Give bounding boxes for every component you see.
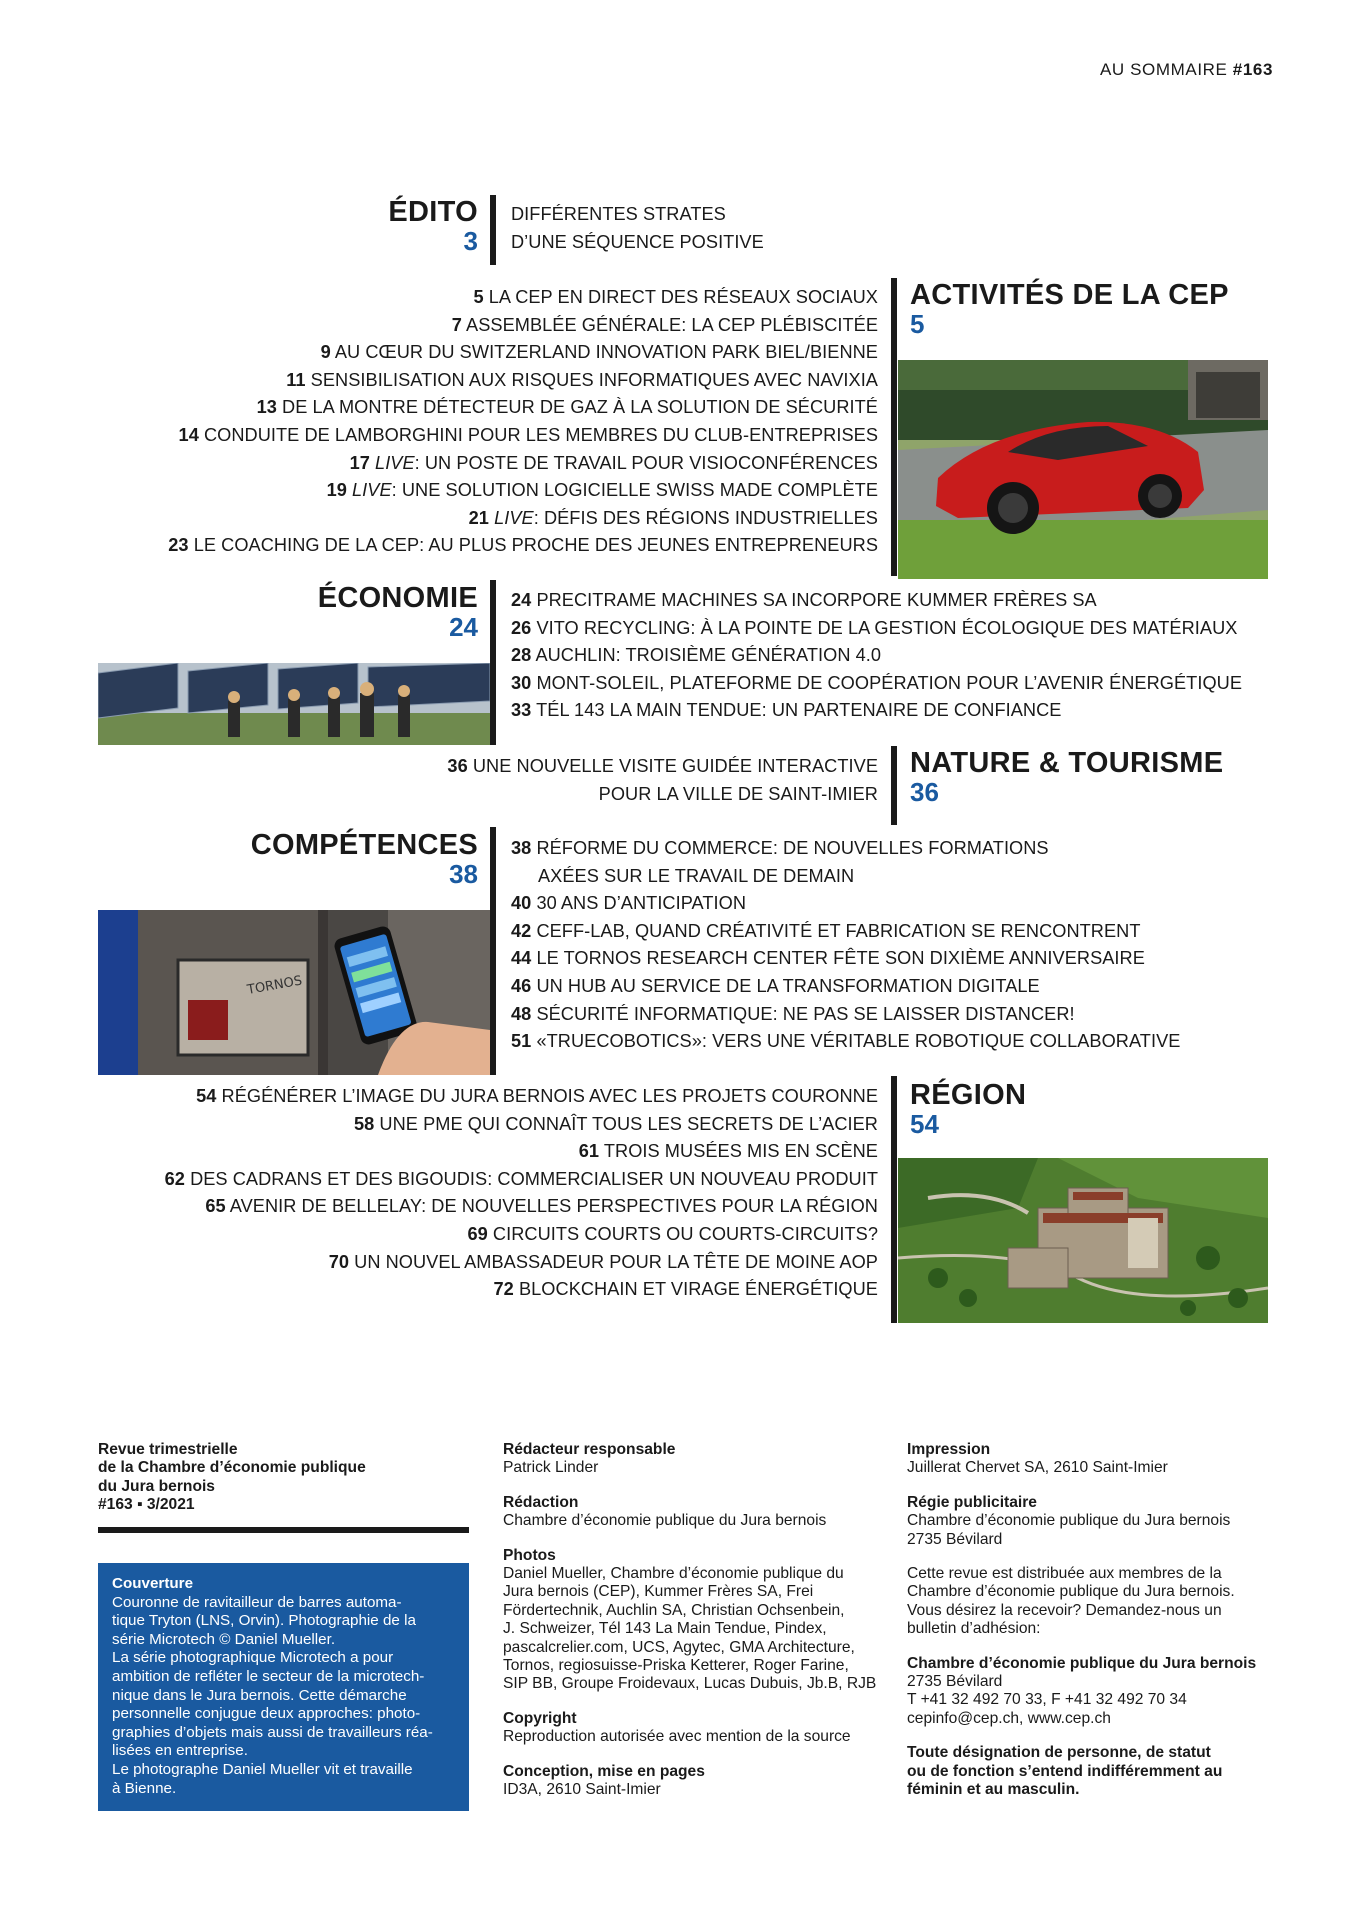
colophon-block bbox=[907, 1744, 1287, 1799]
toc-page: 33 bbox=[511, 700, 532, 721]
toc-page: 17 bbox=[349, 452, 370, 473]
toc-page: 21 bbox=[468, 507, 489, 528]
toc-entry[interactable] bbox=[511, 1001, 1180, 1029]
toc-title: RÉGÉNÉRER L’IMAGE DU JURA BERNOIS AVEC LES PROJETS COURONNE bbox=[216, 1086, 878, 1106]
toc-entry-continued[interactable] bbox=[511, 863, 1180, 891]
toc-title: DE LA MONTRE DÉTECTEUR DE GAZ À LA SOLUTION DE SÉCURITÉ bbox=[276, 397, 878, 418]
colophon-text: Cette revue est distribuée aux membres de la bbox=[907, 1565, 1222, 1583]
toc-page: 36 bbox=[447, 756, 468, 776]
toc-entry[interactable] bbox=[168, 312, 878, 340]
colophon-label: Rédacteur responsable bbox=[503, 1441, 676, 1458]
colophon-block bbox=[503, 1547, 883, 1694]
toc-page: 44 bbox=[511, 948, 532, 969]
colophon-text: Patrick Linder bbox=[503, 1459, 599, 1477]
toc-title: UN NOUVEL AMBASSADEUR POUR LA TÊTE DE MOINE AOP bbox=[349, 1251, 878, 1272]
gender-notice: féminin et au masculin. bbox=[907, 1781, 1080, 1799]
economie-toc bbox=[511, 587, 1242, 725]
edito-lines bbox=[511, 201, 764, 256]
toc-entry[interactable] bbox=[165, 1083, 878, 1111]
colophon-text: pascalcrelier.com, UCS, Agytec, GMA Architecture, bbox=[503, 1638, 855, 1656]
colophon-label: Régie publicitaire bbox=[907, 1493, 1037, 1511]
colophon-block bbox=[503, 1494, 883, 1531]
toc-page: 7 bbox=[451, 314, 462, 335]
toc-entry[interactable] bbox=[511, 615, 1242, 643]
toc-title: UNE NOUVELLE VISITE GUIDÉE INTERACTIVE bbox=[467, 756, 878, 776]
toc-page: 40 bbox=[511, 893, 532, 914]
nature-page-number: 36 bbox=[910, 777, 939, 807]
activites-divider bbox=[891, 278, 897, 576]
colophon-label: Rédaction bbox=[503, 1493, 579, 1511]
edito-heading bbox=[388, 197, 478, 255]
toc-entry[interactable] bbox=[447, 753, 878, 781]
colophon-text: Tornos, regiosuisse-Priska Ketterer, Roger Farine, bbox=[503, 1657, 849, 1675]
toc-entry[interactable] bbox=[165, 1138, 878, 1166]
region-toc bbox=[165, 1083, 878, 1304]
toc-entry[interactable] bbox=[168, 450, 878, 478]
toc-entry[interactable] bbox=[168, 367, 878, 395]
toc-entry[interactable] bbox=[165, 1111, 878, 1139]
edito-title: ÉDITO bbox=[388, 196, 478, 228]
toc-entry[interactable] bbox=[168, 284, 878, 312]
colophon-text: Chambre d’économie publique du Jura bernois. bbox=[907, 1583, 1235, 1601]
colophon-column-3 bbox=[907, 1441, 1287, 1816]
toc-entry[interactable] bbox=[165, 1276, 878, 1304]
toc-entry[interactable] bbox=[511, 945, 1180, 973]
masthead-rule bbox=[98, 1527, 469, 1533]
toc-live-label: LIVE bbox=[494, 507, 534, 528]
region-title: RÉGION bbox=[910, 1079, 1027, 1111]
issue-number: #163 bbox=[1232, 60, 1273, 79]
competences-title: COMPÉTENCES bbox=[250, 829, 478, 861]
toc-title: CIRCUITS COURTS OU COURTS-CIRCUITS? bbox=[487, 1223, 878, 1244]
toc-title: TROIS MUSÉES MIS EN SCÈNE bbox=[599, 1141, 878, 1162]
toc-title: : UN POSTE DE TRAVAIL POUR VISIOCONFÉRENCES bbox=[414, 452, 878, 473]
toc-title: SENSIBILISATION AUX RISQUES INFORMATIQUES AVEC NAVIXIA bbox=[305, 369, 878, 390]
colophon-label: Chambre d’économie publique du Jura bernois bbox=[907, 1654, 1257, 1672]
toc-page: 61 bbox=[578, 1141, 600, 1162]
nature-title: NATURE & TOURISME bbox=[910, 747, 1224, 779]
toc-live-label: LIVE bbox=[375, 452, 415, 473]
edito-line: D’UNE SÉQUENCE POSITIVE bbox=[511, 231, 764, 252]
lamborghini-photo bbox=[898, 360, 1268, 579]
cover-line: tique Tryton (LNS, Orvin). Photographie de la bbox=[112, 1612, 416, 1630]
competences-divider bbox=[490, 827, 496, 1075]
colophon-text: Reproduction autorisée avec mention de la source bbox=[503, 1728, 851, 1746]
region-heading bbox=[910, 1080, 1026, 1138]
toc-entry[interactable] bbox=[511, 1028, 1180, 1056]
colophon-text: bulletin d’adhésion: bbox=[907, 1620, 1041, 1638]
toc-title: AXÉES SUR LE TRAVAIL DE DEMAIN bbox=[538, 865, 855, 886]
toc-page: 70 bbox=[328, 1251, 350, 1272]
toc-entry[interactable] bbox=[165, 1249, 878, 1277]
activites-title: ACTIVITÉS DE LA CEP bbox=[910, 279, 1229, 311]
masthead bbox=[98, 1441, 464, 1515]
toc-entry-continued[interactable]: POUR LA VILLE DE SAINT-IMIER bbox=[598, 783, 878, 804]
cover-line: graphies d’objets mais aussi de travailleurs réa- bbox=[112, 1723, 433, 1741]
toc-title: DES CADRANS ET DES BIGOUDIS: COMMERCIALISER UN NOUVEAU PRODUIT bbox=[184, 1168, 878, 1189]
colophon-text: Vous désirez la recevoir? Demandez-nous un bbox=[907, 1601, 1222, 1619]
cover-line: La série photographique Microtech a pour bbox=[112, 1649, 394, 1667]
toc-page: 65 bbox=[205, 1196, 226, 1217]
edito-line: DIFFÉRENTES STRATES bbox=[511, 204, 726, 224]
toc-title: PRECITRAME MACHINES SA INCORPORE KUMMER FRÈRES SA bbox=[531, 590, 1097, 610]
toc-page: 19 bbox=[326, 480, 347, 501]
toc-entry[interactable] bbox=[168, 505, 878, 533]
colophon-text: J. Schweizer, Tél 143 La Main Tendue, Pindex, bbox=[503, 1620, 827, 1638]
toc-title: LE TORNOS RESEARCH CENTER FÊTE SON DIXIÈME ANNIVERSAIRE bbox=[531, 948, 1145, 969]
toc-title: LE COACHING DE LA CEP: AU PLUS PROCHE DES JEUNES ENTREPRENEURS bbox=[188, 535, 878, 556]
colophon-block bbox=[503, 1710, 883, 1747]
masthead-line: du Jura bernois bbox=[98, 1477, 215, 1495]
economie-title: ÉCONOMIE bbox=[317, 582, 478, 614]
toc-page: 14 bbox=[178, 424, 199, 445]
cover-credit-box bbox=[98, 1563, 469, 1811]
competences-heading bbox=[251, 830, 478, 888]
toc-title: AUCHLIN: TROISIÈME GÉNÉRATION 4.0 bbox=[531, 645, 882, 666]
contact-links[interactable]: cepinfo@cep.ch, www.cep.ch bbox=[907, 1709, 1111, 1727]
toc-page: 24 bbox=[511, 590, 532, 610]
colophon-block bbox=[503, 1441, 883, 1478]
header-prefix: AU SOMMAIRE bbox=[1099, 60, 1233, 79]
toc-page: 38 bbox=[511, 838, 532, 858]
colophon-text: Fördertechnik, Auchlin SA, Christian Ochsenbein, bbox=[503, 1601, 845, 1619]
cover-line: personnelle conjugue deux approches: photo- bbox=[112, 1705, 421, 1723]
colophon-text: Chambre d’économie publique du Jura bernois bbox=[907, 1512, 1231, 1530]
colophon-text: ID3A, 2610 Saint-Imier bbox=[503, 1781, 661, 1799]
toc-title: AVENIR DE BELLELAY: DE NOUVELLES PERSPECTIVES POUR LA RÉGION bbox=[225, 1196, 878, 1217]
toc-page: 28 bbox=[511, 645, 532, 666]
colophon-text: 2735 Bévilard bbox=[907, 1673, 1003, 1691]
nature-heading bbox=[910, 748, 1223, 806]
toc-entry[interactable] bbox=[165, 1166, 878, 1194]
toc-entry[interactable] bbox=[168, 339, 878, 367]
toc-title: «TRUECOBOTICS»: VERS UNE VÉRITABLE ROBOTIQUE COLLABORATIVE bbox=[531, 1031, 1181, 1052]
toc-entry[interactable] bbox=[511, 918, 1180, 946]
region-page-number: 54 bbox=[910, 1109, 939, 1139]
cover-line: série Microtech © Daniel Mueller. bbox=[112, 1630, 336, 1648]
toc-entry[interactable] bbox=[511, 642, 1242, 670]
toc-page: 9 bbox=[320, 342, 331, 363]
toc-page: 23 bbox=[168, 535, 189, 556]
toc-title: 30 ANS D’ANTICIPATION bbox=[531, 893, 747, 914]
toc-page: 13 bbox=[256, 397, 277, 418]
toc-title: VITO RECYCLING: À LA POINTE DE LA GESTION ÉCOLOGIQUE DES MATÉRIAUX bbox=[531, 617, 1238, 638]
toc-page: 58 bbox=[353, 1113, 375, 1134]
activites-page-number: 5 bbox=[910, 309, 925, 339]
toc-page: 62 bbox=[164, 1168, 185, 1189]
toc-entry[interactable] bbox=[511, 890, 1180, 918]
colophon-text: Daniel Mueller, Chambre d’économie publique du bbox=[503, 1565, 844, 1583]
cover-line: à Bienne. bbox=[112, 1779, 177, 1797]
masthead-line: de la Chambre d’économie publique bbox=[98, 1459, 366, 1477]
toc-title: SÉCURITÉ INFORMATIQUE: NE PAS SE LAISSER DISTANCER! bbox=[531, 1003, 1075, 1024]
toc-title: : DÉFIS DES RÉGIONS INDUSTRIELLES bbox=[533, 507, 878, 528]
cover-line: Le photographe Daniel Mueller vit et travaille bbox=[112, 1760, 413, 1778]
cover-line: nique dans le Jura bernois. Cette démarche bbox=[112, 1686, 407, 1704]
toc-page: 42 bbox=[511, 920, 532, 941]
cover-line: lisées en entreprise. bbox=[112, 1742, 248, 1760]
colophon-text: Juillerat Chervet SA, 2610 Saint-Imier bbox=[907, 1459, 1168, 1477]
colophon-block bbox=[907, 1655, 1287, 1729]
page-header bbox=[1100, 60, 1273, 80]
toc-page: 48 bbox=[511, 1003, 532, 1024]
toc-title: : UNE SOLUTION LOGICIELLE SWISS MADE COMPLÈTE bbox=[391, 480, 878, 501]
competences-page-number: 38 bbox=[449, 859, 478, 889]
region-divider bbox=[891, 1076, 897, 1323]
toc-title: CONDUITE DE LAMBORGHINI POUR LES MEMBRES DU CLUB-ENTREPRISES bbox=[198, 424, 878, 445]
cover-label: Couverture bbox=[112, 1575, 194, 1592]
tornos-label: TORNOS bbox=[246, 973, 304, 998]
economie-heading bbox=[318, 583, 478, 641]
toc-page: 69 bbox=[467, 1223, 488, 1244]
colophon-text: T +41 32 492 70 33, F +41 32 492 70 34 bbox=[907, 1691, 1187, 1709]
toc-page: 54 bbox=[196, 1086, 217, 1106]
toc-title: MONT-SOLEIL, PLATEFORME DE COOPÉRATION POUR L’AVENIR ÉNERGÉTIQUE bbox=[531, 672, 1243, 693]
toc-entry[interactable] bbox=[168, 477, 878, 505]
masthead-line: Revue trimestrielle bbox=[98, 1441, 238, 1458]
edito-page-number: 3 bbox=[463, 226, 478, 256]
toc-entry[interactable] bbox=[511, 835, 1180, 863]
toc-page: 51 bbox=[511, 1031, 532, 1052]
toc-title: TÉL 143 LA MAIN TENDUE: UN PARTENAIRE DE CONFIANCE bbox=[531, 700, 1062, 721]
economie-divider bbox=[490, 580, 496, 745]
toc-page: 72 bbox=[493, 1279, 514, 1300]
colophon-block bbox=[907, 1441, 1287, 1478]
toc-page: 5 bbox=[473, 287, 484, 307]
colophon-label: Conception, mise en pages bbox=[503, 1762, 705, 1780]
colophon-column-2 bbox=[503, 1441, 883, 1816]
toc-live-label: LIVE bbox=[352, 480, 392, 501]
toc-title: LA CEP EN DIRECT DES RÉSEAUX SOCIAUX bbox=[483, 287, 878, 307]
colophon-text: Chambre d’économie publique du Jura bernois bbox=[503, 1512, 827, 1530]
colophon-label: Copyright bbox=[503, 1709, 577, 1727]
colophon-block bbox=[907, 1565, 1287, 1639]
nature-toc bbox=[447, 753, 878, 808]
toc-entry[interactable] bbox=[165, 1193, 878, 1221]
toc-title: RÉFORME DU COMMERCE: DE NOUVELLES FORMATIONS bbox=[531, 838, 1049, 858]
tornos-phone-photo bbox=[98, 910, 490, 1075]
bellelay-aerial-photo bbox=[898, 1158, 1268, 1323]
colophon-text: 2735 Bévilard bbox=[907, 1530, 1003, 1548]
toc-title: CEFF-LAB, QUAND CRÉATIVITÉ ET FABRICATION SE RENCONTRENT bbox=[531, 920, 1141, 941]
toc-page: 26 bbox=[511, 617, 532, 638]
solar-visit-photo bbox=[98, 663, 490, 745]
toc-entry[interactable] bbox=[511, 670, 1242, 698]
colophon-label: Photos bbox=[503, 1546, 556, 1564]
colophon-label: Impression bbox=[907, 1441, 991, 1458]
cover-line: ambition de refléter le secteur de la microtech- bbox=[112, 1667, 425, 1685]
toc-entry[interactable] bbox=[511, 697, 1242, 725]
toc-title: UNE PME QUI CONNAÎT TOUS LES SECRETS DE L’ACIER bbox=[374, 1113, 878, 1134]
toc-page: 30 bbox=[511, 672, 532, 693]
edito-divider bbox=[490, 195, 496, 265]
toc-entry[interactable] bbox=[165, 1221, 878, 1249]
colophon-block bbox=[907, 1494, 1287, 1549]
nature-divider bbox=[891, 746, 897, 825]
toc-title: UN HUB AU SERVICE DE LA TRANSFORMATION DIGITALE bbox=[531, 975, 1040, 996]
toc-title: BLOCKCHAIN ET VIRAGE ÉNERGÉTIQUE bbox=[513, 1279, 878, 1300]
gender-notice: ou de fonction s’entend indifféremment au bbox=[907, 1762, 1223, 1780]
colophon-block bbox=[503, 1763, 883, 1800]
masthead-issue: #163 ▪ 3/2021 bbox=[98, 1496, 195, 1514]
toc-title: ASSEMBLÉE GÉNÉRALE: LA CEP PLÉBISCITÉE bbox=[461, 314, 878, 335]
toc-entry[interactable] bbox=[168, 532, 878, 560]
toc-page: 46 bbox=[511, 975, 532, 996]
colophon-text: SIP BB, Groupe Froidevaux, Lucas Dubuis, Jb.B, RJB bbox=[503, 1675, 877, 1693]
toc-entry[interactable] bbox=[511, 587, 1242, 615]
cover-line: Couronne de ravitailleur de barres automa- bbox=[112, 1593, 402, 1611]
toc-entry[interactable] bbox=[511, 973, 1180, 1001]
economie-page-number: 24 bbox=[449, 612, 478, 642]
toc-page: 11 bbox=[286, 369, 306, 390]
toc-title: AU CŒUR DU SWITZERLAND INNOVATION PARK BIEL/BIENNE bbox=[330, 342, 878, 363]
competences-toc bbox=[511, 835, 1180, 1056]
gender-notice: Toute désignation de personne, de statut bbox=[907, 1744, 1211, 1762]
toc-entry[interactable] bbox=[168, 422, 878, 450]
activites-toc bbox=[168, 284, 878, 560]
colophon-text: Jura bernois (CEP), Kummer Frères SA, Frei bbox=[503, 1583, 814, 1601]
activites-heading bbox=[910, 280, 1229, 338]
toc-entry[interactable] bbox=[168, 394, 878, 422]
